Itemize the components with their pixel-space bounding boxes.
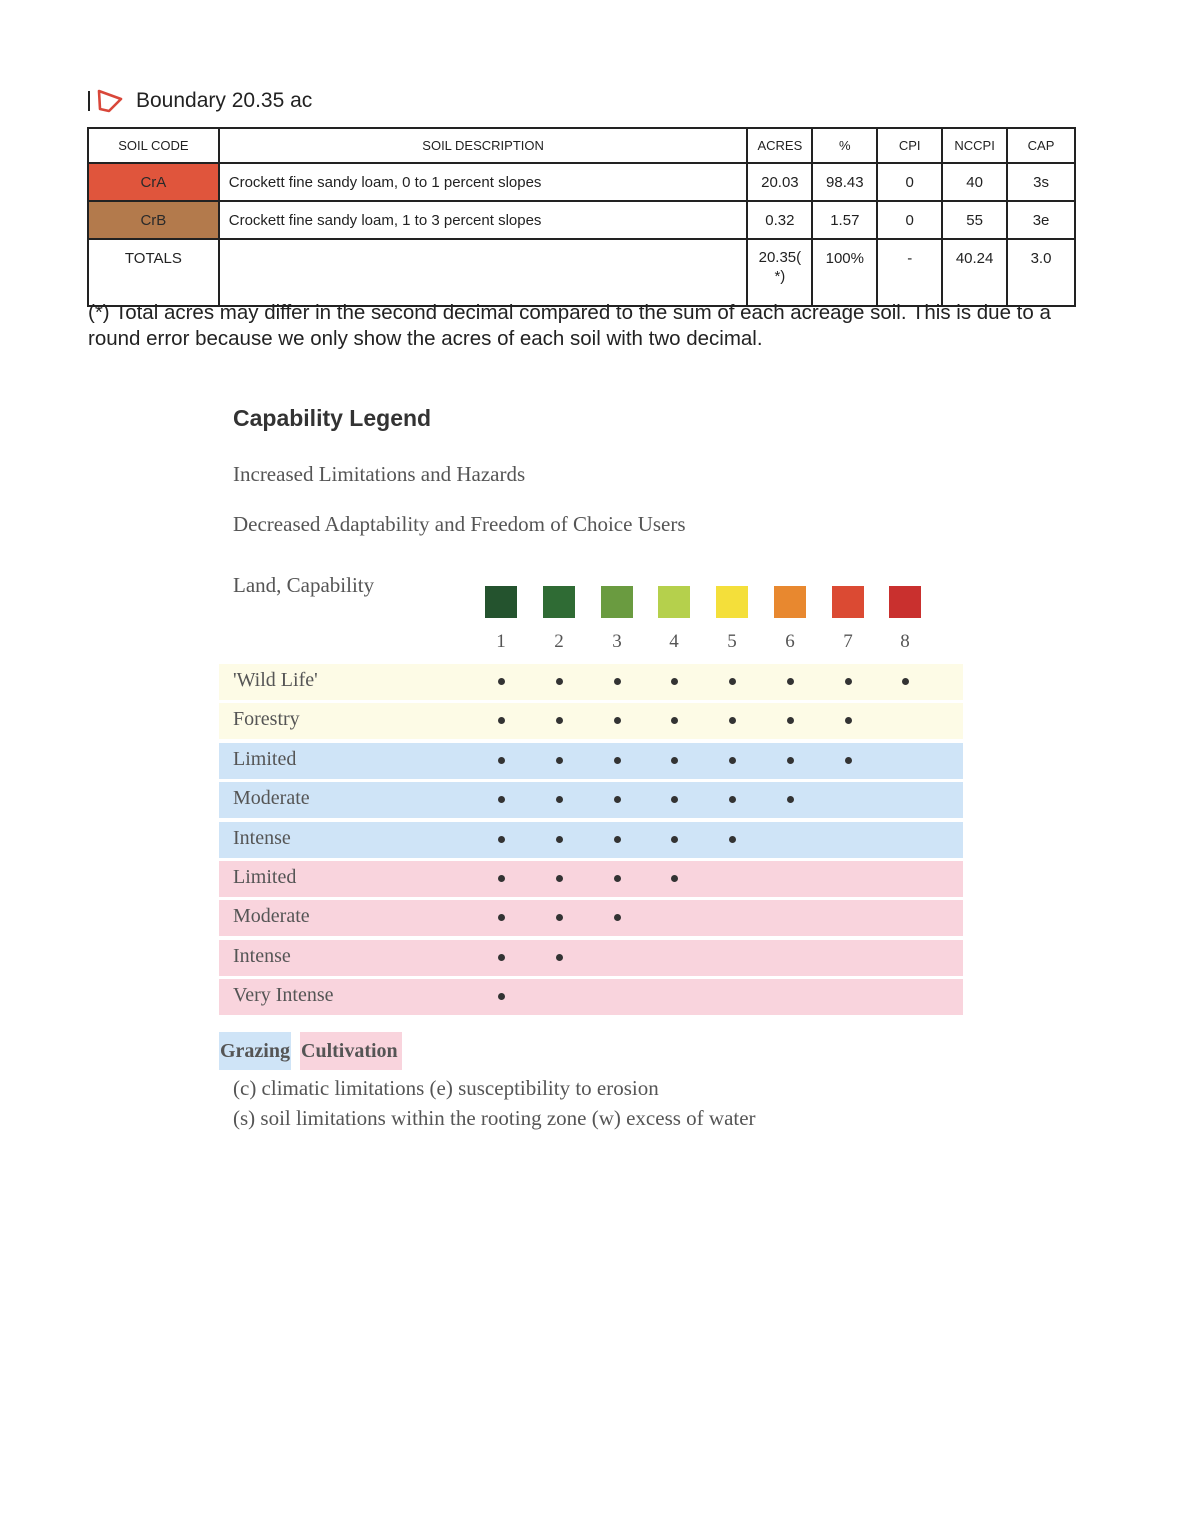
capability-dot-class-7 (845, 717, 852, 724)
capability-dot-class-3 (614, 836, 621, 843)
capability-dot-class-2 (556, 836, 563, 843)
totals-acres: 20.35( *) (747, 239, 812, 306)
totals-label: TOTALS (88, 239, 219, 306)
capability-row-label: Forestry (233, 708, 300, 730)
totals-cap: 3.0 (1007, 239, 1075, 306)
legend-line-limitations: Increased Limitations and Hazards (233, 462, 526, 486)
grazing-key: Grazing (219, 1032, 291, 1070)
nccpi-cell: 55 (942, 201, 1007, 239)
header-nccpi: NCCPI (942, 128, 1007, 163)
totals-percent: 100% (812, 239, 877, 306)
class-5-number: 5 (727, 631, 737, 652)
legend-line-adaptability: Decreased Adaptability and Freedom of Choice Users (233, 512, 686, 536)
soil-description-cell: Crockett fine sandy loam, 0 to 1 percent slopes (219, 163, 748, 201)
header-soil-description: SOIL DESCRIPTION (219, 128, 748, 163)
capability-dot-class-5 (729, 717, 736, 724)
capability-dot-class-1 (498, 914, 505, 921)
capability-dot-class-3 (614, 717, 621, 724)
capability-dot-class-4 (671, 717, 678, 724)
percent-cell: 98.43 (812, 163, 877, 201)
capability-dot-class-3 (614, 914, 621, 921)
capability-row-other (219, 703, 963, 739)
capability-dot-class-7 (845, 757, 852, 764)
capability-row-label: Limited (233, 866, 297, 888)
header-soil-code: SOIL CODE (88, 128, 219, 163)
capability-row-grazing (219, 743, 963, 779)
capability-row-label: Intense (233, 827, 291, 849)
capability-row-label: Very Intense (233, 984, 334, 1006)
soil-table-header-row (88, 128, 1075, 163)
class-4-swatch (658, 586, 690, 618)
capability-dot-class-4 (671, 875, 678, 882)
capability-dot-class-6 (787, 796, 794, 803)
capability-dot-class-6 (787, 717, 794, 724)
capability-dot-class-3 (614, 678, 621, 685)
class-3-number: 3 (612, 631, 622, 652)
table-row (88, 163, 1075, 201)
cultivation-key: Cultivation (300, 1032, 402, 1070)
capability-dot-class-2 (556, 757, 563, 764)
capability-dot-class-1 (498, 796, 505, 803)
capability-row-label: Moderate (233, 787, 310, 809)
capability-dot-class-4 (671, 836, 678, 843)
class-6-number: 6 (785, 631, 795, 652)
capability-dot-class-5 (729, 836, 736, 843)
class-2-number: 2 (554, 631, 564, 652)
header-cpi: CPI (877, 128, 942, 163)
capability-row-cultivation (219, 861, 963, 897)
capability-dot-class-2 (556, 954, 563, 961)
header-divider (88, 91, 90, 111)
soil-code-cell: CrB (88, 201, 219, 239)
totals-nccpi: 40.24 (942, 239, 1007, 306)
capability-dot-class-4 (671, 757, 678, 764)
class-1-number: 1 (496, 631, 506, 652)
boundary-header (88, 86, 312, 116)
capability-dot-class-1 (498, 717, 505, 724)
totals-cpi: - (877, 239, 942, 306)
cpi-cell: 0 (877, 163, 942, 201)
capability-row-label: 'Wild Life' (233, 669, 318, 691)
cap-cell: 3s (1007, 163, 1075, 201)
percent-cell: 1.57 (812, 201, 877, 239)
nccpi-cell: 40 (942, 163, 1007, 201)
capability-dot-class-1 (498, 993, 505, 1000)
capability-dot-class-8 (902, 678, 909, 685)
limitations-line-2: (s) soil limitations within the rooting zone (w) excess of water (233, 1106, 756, 1130)
capability-dot-class-4 (671, 678, 678, 685)
capability-dot-class-7 (845, 678, 852, 685)
totals-row (88, 239, 1075, 306)
footnote: (*) Total acres may differ in the second decimal compared to the sum of each acreage soil. This is due to a round error because we only show the acres of each soil with two decimal. (88, 301, 1051, 350)
boundary-polygon-icon (96, 88, 124, 114)
capability-dot-class-2 (556, 875, 563, 882)
capability-dot-class-2 (556, 678, 563, 685)
capability-dot-class-5 (729, 757, 736, 764)
capability-row-label: Intense (233, 945, 291, 967)
limitations-line-1: (c) climatic limitations (e) susceptibility to erosion (233, 1076, 659, 1100)
capability-dot-class-2 (556, 914, 563, 921)
capability-row-grazing (219, 822, 963, 858)
cap-cell: 3e (1007, 201, 1075, 239)
soil-description-cell: Crockett fine sandy loam, 1 to 3 percent slopes (219, 201, 748, 239)
class-5-swatch (716, 586, 748, 618)
class-6-swatch (774, 586, 806, 618)
acres-cell: 0.32 (747, 201, 812, 239)
class-4-number: 4 (669, 631, 679, 652)
class-1-swatch (485, 586, 517, 618)
capability-dot-class-5 (729, 678, 736, 685)
capability-row-cultivation (219, 900, 963, 936)
capability-dot-class-1 (498, 954, 505, 961)
capability-dot-class-4 (671, 796, 678, 803)
capability-legend-title: Capability Legend (233, 405, 432, 431)
cpi-cell: 0 (877, 201, 942, 239)
totals-description (219, 239, 748, 306)
capability-dot-class-6 (787, 678, 794, 685)
capability-row-other (219, 664, 963, 700)
capability-dot-class-1 (498, 678, 505, 685)
capability-dot-class-2 (556, 796, 563, 803)
capability-row-grazing (219, 782, 963, 818)
class-8-number: 8 (900, 631, 910, 652)
capability-dot-class-3 (614, 757, 621, 764)
acres-cell: 20.03 (747, 163, 812, 201)
capability-dot-class-1 (498, 836, 505, 843)
capability-row-cultivation (219, 940, 963, 976)
capability-dot-class-3 (614, 875, 621, 882)
land-capability-label: Land, Capability (233, 573, 375, 597)
capability-dot-class-2 (556, 717, 563, 724)
header-acres: ACRES (747, 128, 812, 163)
class-7-number: 7 (843, 631, 853, 652)
capability-row-label: Limited (233, 748, 297, 770)
class-7-swatch (832, 586, 864, 618)
capability-dot-class-5 (729, 796, 736, 803)
capability-dot-class-1 (498, 757, 505, 764)
soil-table (87, 127, 1076, 307)
capability-row-cultivation (219, 979, 963, 1015)
boundary-title: Boundary 20.35 ac (136, 89, 313, 112)
header-percent: % (812, 128, 877, 163)
capability-row-label: Moderate (233, 905, 310, 927)
capability-dot-class-3 (614, 796, 621, 803)
soil-code-cell: CrA (88, 163, 219, 201)
class-3-swatch (601, 586, 633, 618)
table-row (88, 201, 1075, 239)
capability-dot-class-1 (498, 875, 505, 882)
capability-dot-class-6 (787, 757, 794, 764)
header-cap: CAP (1007, 128, 1075, 163)
class-2-swatch (543, 586, 575, 618)
class-8-swatch (889, 586, 921, 618)
